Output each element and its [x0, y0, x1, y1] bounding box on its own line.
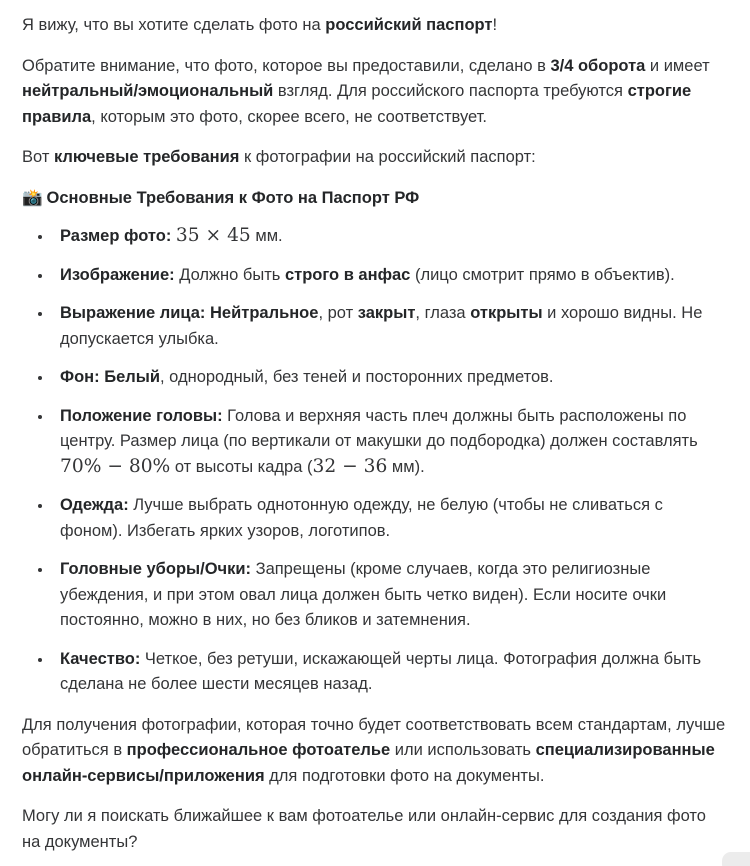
plain-text: от высоты кадра ( — [170, 457, 313, 476]
bold-text: Качество: — [60, 649, 145, 668]
plain-text: , глаза — [415, 304, 471, 322]
plain-text: или использовать — [390, 741, 536, 759]
paragraph — [22, 804, 726, 855]
plain-text: ! — [492, 16, 498, 34]
bold-text: открыты — [470, 304, 543, 322]
paragraph — [22, 145, 726, 171]
plain-text: мм). — [387, 457, 425, 476]
bold-text: Положение головы: — [60, 406, 228, 425]
plain-text: Вот — [22, 148, 54, 166]
paragraph — [22, 54, 726, 131]
list-item — [53, 493, 726, 544]
corner-overlay-fragment — [722, 852, 750, 866]
bold-text: Выражение лица: Нейтральное — [60, 304, 319, 322]
paragraph — [22, 13, 726, 39]
bold-text: строгие правила — [22, 82, 692, 126]
plain-text: , которым это фото, скорее всего, не соответствует. — [91, 107, 487, 126]
plain-text: Могу ли я поискать ближайшее к вам фотоателье или онлайн-сервис для создания фото на документы? — [22, 807, 706, 851]
list-item — [53, 301, 726, 352]
bold-text: Изображение: — [60, 265, 180, 284]
plain-text: Должно быть — [179, 265, 285, 284]
list-item — [53, 404, 726, 481]
bold-text: Размер фото: — [60, 227, 176, 245]
plain-text: и хорошо видны. Не допускается улыбка. — [60, 304, 703, 348]
list-item — [53, 647, 726, 698]
assistant-message-content — [22, 13, 726, 855]
plain-text: , однородный, без теней и посторонних предметов. — [159, 368, 554, 386]
math-text: 35 × 45 — [175, 225, 251, 246]
section-heading — [22, 186, 726, 212]
list-item — [53, 365, 726, 391]
math-text: 32 − 36 — [312, 455, 388, 477]
plain-text: Обратите внимание, что фото, которое вы предоставили, сделано в — [22, 56, 551, 75]
plain-text: Я вижу, что вы хотите сделать фото на — [22, 16, 326, 34]
bold-text: ключевые требования — [53, 148, 240, 166]
plain-text: взгляд. Для российского паспорта требуются — [273, 82, 628, 100]
bold-text: Основные Требования к Фото на Паспорт РФ — [46, 188, 420, 207]
plain-text: Запрещены (кроме случаев, когда это религиозные убеждения, и при этом овал лица должен быть четко виден). Если носите очки постоянно, можно в них, но без бликов и затемнения. — [60, 560, 667, 629]
bold-text: Головные уборы/Очки: — [60, 560, 256, 578]
plain-text: (лицо смотрит прямо в объектив). — [410, 265, 675, 284]
bold-text: Фон: Белый — [60, 368, 160, 386]
bold-text: Одежда: — [60, 496, 134, 514]
camera-with-flash-emoji-icon: 📸 — [22, 188, 43, 207]
bold-text: закрыт — [357, 304, 416, 322]
list-item — [53, 263, 726, 289]
bold-text: строго в анфас — [284, 265, 411, 284]
plain-text: Лучше выбрать однотонную одежду, не белую (чтобы не сливаться с фоном). Избегать ярких узоров, логотипов. — [60, 496, 663, 540]
plain-text: и имеет — [645, 56, 710, 75]
plain-text: Для получения фотографии, которая точно будет соответствовать всем стандартам, лучше обратиться в — [22, 715, 726, 759]
requirements-list — [22, 224, 726, 698]
math-text: 70% − 80% — [60, 455, 171, 477]
plain-text: мм. — [250, 227, 283, 245]
plain-text: Четкое, без ретуши, искажающей черты лица. Фотография должна быть сделана не более шести месяцев назад. — [60, 649, 702, 693]
plain-text: для подготовки фото на документы. — [264, 766, 545, 785]
bold-text: российский паспорт — [325, 16, 493, 34]
plain-text: к фотографии на российский паспорт: — [239, 148, 536, 166]
bold-text: профессиональное фотоателье — [126, 741, 391, 759]
bold-text: специализированные онлайн-сервисы/приложения — [22, 741, 715, 785]
paragraph — [22, 713, 726, 790]
plain-text: , рот — [318, 304, 358, 322]
bold-text: нейтральный/эмоциональный — [22, 82, 274, 100]
bold-text: 3/4 оборота — [550, 56, 646, 75]
plain-text: Голова и верхняя часть плеч должны быть расположены по центру. Размер лица (по вертикали от макушки до подбородка) должен составлять — [60, 406, 698, 450]
list-item — [53, 224, 726, 250]
list-item — [53, 557, 726, 634]
